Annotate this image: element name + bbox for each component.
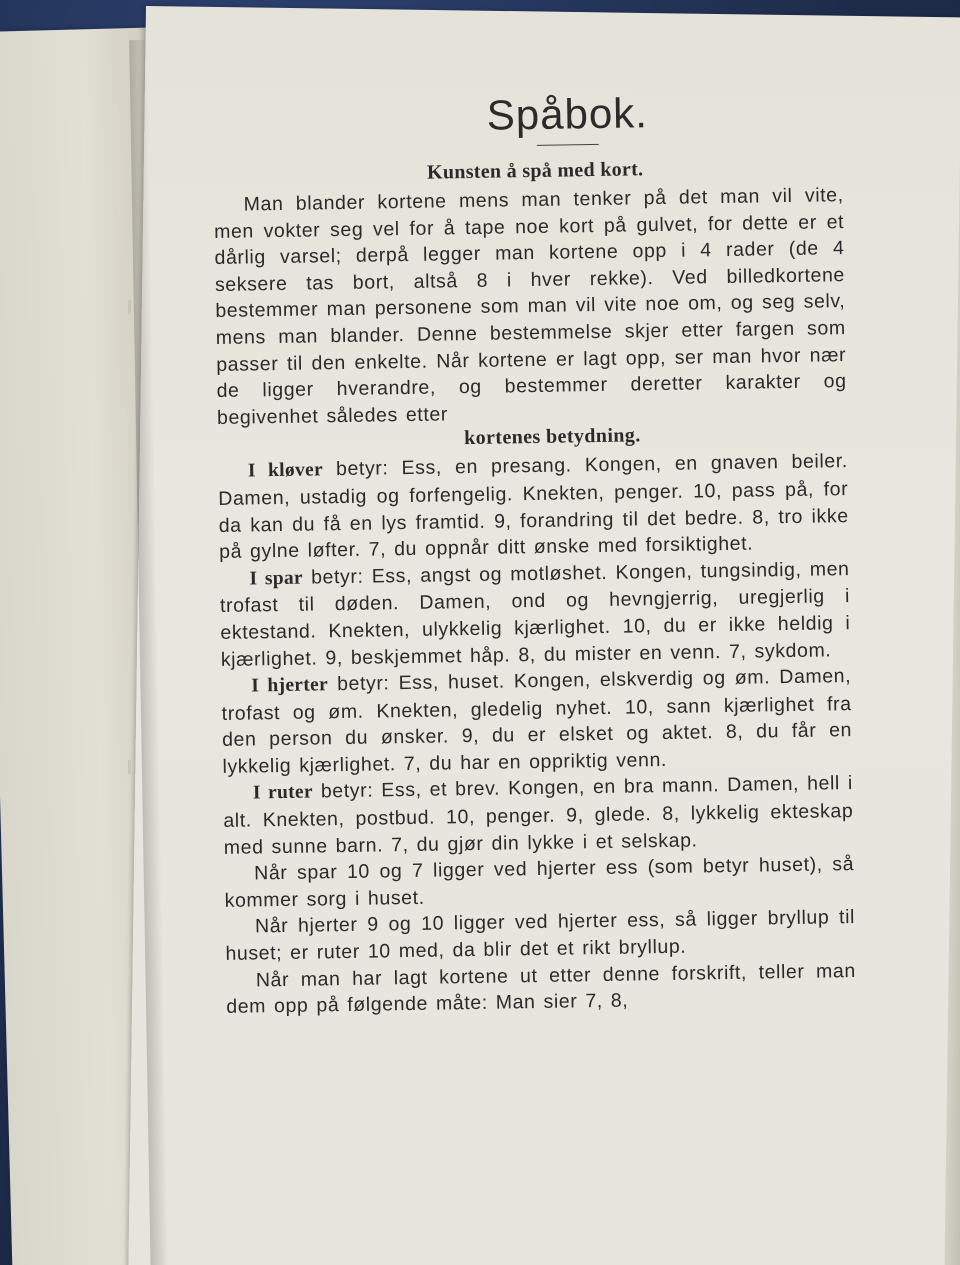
suit-text: betyr: Ess, huset. Kongen, elskverdig og øm. Damen, trofast og øm. Knekten, gledelig nyhet. 10, sann kjærlighet fra den person du ønsker. 9, du er elsket og aktet. 8, du får en lykkelig kjærlighet. 7, du har en oppriktig venn. — [221, 665, 853, 778]
intro-text: Man blander kortene mens man tenker på det man vil vite, men vokter seg vel for å tape noe kort på gulvet, for dette er et dårlig varsel; derpå legger man kortene opp i 4 rader (de 4 seksere tas bort, altså 8 i hver rekke). Ved billedkortene bestemmer man personene som man vil vite noe om, og seg selv, mens man blander. Denne bestemmelse skjer etter fargen som passer til den enkelte. Når kortene er lagt opp, ser man hvor nær de ligger hverandre, og bestemmer deretter karakter og begivenhet således etter — [213, 184, 847, 429]
suit-label: I spar — [249, 567, 304, 590]
page-content — [212, 86, 856, 1021]
section-subheading: Kunsten å spå med kort. — [426, 158, 644, 184]
suit-text: betyr: Ess, angst og motløshet. Kongen, tungsindig, men trofast til døden. Damen, ond og hevngjerrig, uregjerlig i ektestand. Knekten, ulykkelig kjærlighet. 10, du er ikke heldig i kjærlighet. 9, beskjemmet håp. 8, du mister en venn. 7, sykdom. — [219, 557, 851, 671]
suit-label: I hjerter — [251, 674, 329, 697]
page-title: Spåbok. — [486, 89, 649, 139]
suit-paragraph-spar — [219, 556, 851, 673]
body-paragraph — [224, 851, 855, 914]
suit-label: I ruter — [252, 781, 314, 804]
meaning-heading: kortenes betydning. — [463, 424, 641, 450]
suit-paragraph-ruter — [223, 770, 854, 861]
binding-stitch — [128, 300, 131, 314]
page-edge — [944, 17, 960, 1265]
suit-paragraph-klover — [218, 448, 850, 565]
suit-text: betyr: Ess, et brev. Kongen, en bra mann. Damen, hell i alt. Knekten, postbud. 10, penger. 9, glede. 8, lykkelig ekteskap med sunne barn. 7, du gjør din lykke i et selskap. — [223, 772, 854, 859]
suit-paragraph-hjerter — [221, 663, 853, 780]
intro-paragraph — [214, 182, 848, 431]
body-text: Når hjerter 9 og 10 ligger ved hjerter ess, så ligger bryllup til huset; er ruter 10 med, da blir det et rikt bryllup. — [225, 906, 856, 965]
suit-label: I kløver — [247, 459, 324, 482]
body-text: Når man har lagt kortene ut etter denne forskrift, teller man dem opp på følgende måte: Man sier 7, 8, — [226, 959, 856, 1019]
suit-text: betyr: Ess, en presang. Kongen, en gnaven beiler. Damen, ustadig og forfengelig. Knekten, penger. 10, pass på, for da kan du få en lys framtid. 9, forandring til det bedre. 8, tro ikke på gylne løfter. 7, du oppnår ditt ønske med forsiktighet. — [218, 450, 849, 564]
body-text: Når spar 10 og 7 ligger ved hjerter ess (som betyr huset), så kommer sorg i huset. — [224, 853, 855, 912]
title-rule — [537, 144, 599, 146]
binding-stitch — [128, 760, 131, 774]
body-paragraph — [226, 958, 857, 1021]
body-paragraph — [225, 904, 856, 967]
